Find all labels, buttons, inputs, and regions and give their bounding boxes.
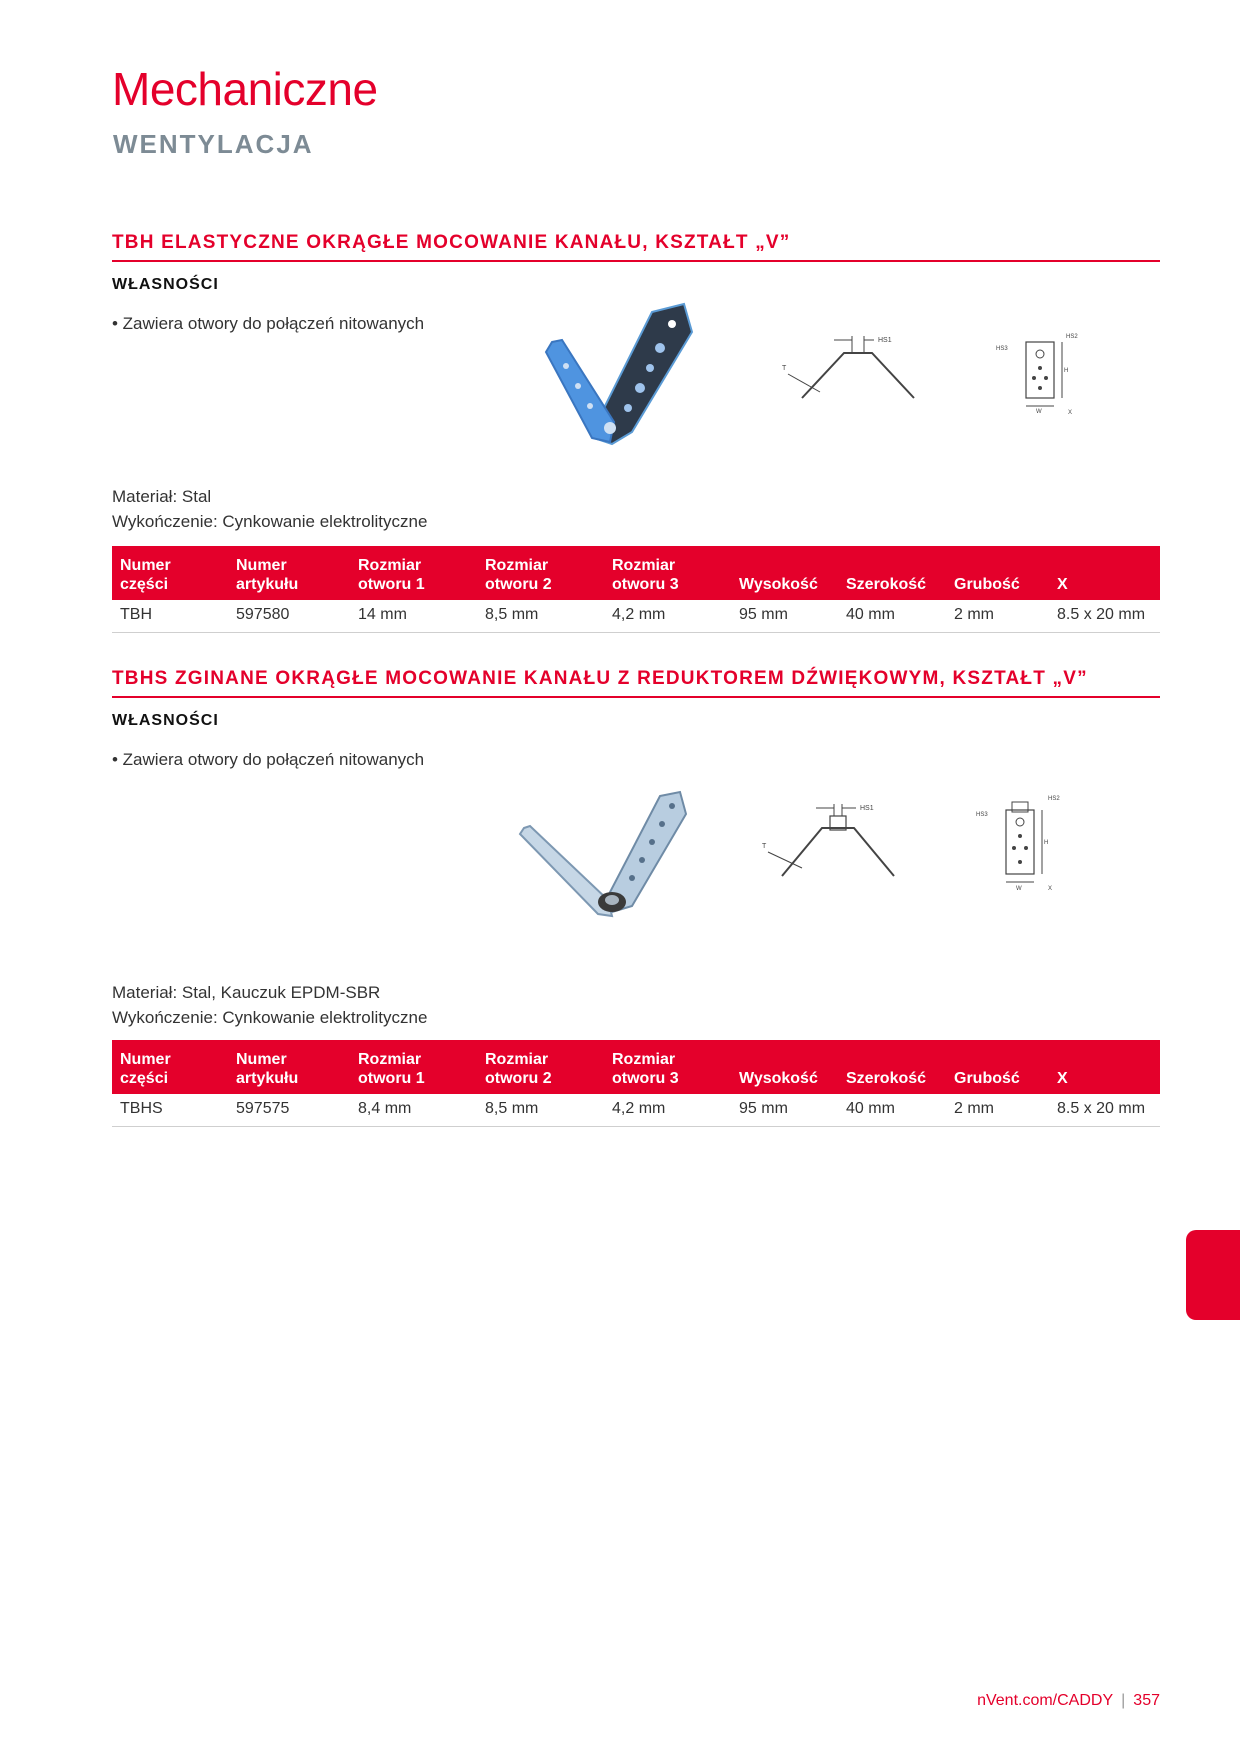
col-header: Rozmiar otworu 1 bbox=[350, 1040, 477, 1094]
table-header-row bbox=[112, 1040, 1160, 1094]
table-cell: 8.5 x 20 mm bbox=[1049, 1094, 1160, 1127]
finish-text: Wykończenie: Cynkowanie elektrolityczne bbox=[112, 1008, 428, 1027]
table-cell: 2 mm bbox=[946, 1094, 1049, 1127]
v-shape-diagram-tbhs bbox=[752, 796, 1002, 906]
col-header: Rozmiar otworu 3 bbox=[604, 546, 731, 600]
table-cell: TBH bbox=[112, 600, 228, 633]
col-header: Rozmiar otworu 1 bbox=[350, 546, 477, 600]
page-number: 357 bbox=[1133, 1692, 1160, 1709]
v-shape-diagram-tbh bbox=[772, 328, 1022, 428]
col-header: Grubość bbox=[946, 1040, 1049, 1094]
table-cell: 8.5 x 20 mm bbox=[1049, 600, 1160, 633]
col-header: Szerokość bbox=[838, 1040, 946, 1094]
hs1-label: HS1 bbox=[878, 337, 892, 344]
section-heading: TBH ELASTYCZNE OKRĄGŁE MOCOWANIE KANAŁU, KSZTAŁT „V” bbox=[112, 232, 1160, 262]
hs2-label: HS2 bbox=[1048, 796, 1060, 802]
col-header: Wysokość bbox=[731, 546, 838, 600]
hs3-label: HS3 bbox=[976, 812, 988, 818]
table-cell: 4,2 mm bbox=[604, 1094, 731, 1127]
table-row bbox=[112, 600, 1160, 633]
col-header: Numer części bbox=[112, 546, 228, 600]
table-cell: 40 mm bbox=[838, 600, 946, 633]
finish-text: Wykończenie: Cynkowanie elektrolityczne bbox=[112, 512, 428, 531]
table-cell: 4,2 mm bbox=[604, 600, 731, 633]
table-cell: 8,5 mm bbox=[477, 1094, 604, 1127]
material-text: Materiał: Stal, Kauczuk EPDM-SBR bbox=[112, 983, 381, 1002]
col-header: Numer artykułu bbox=[228, 546, 350, 600]
table-header-row bbox=[112, 546, 1160, 600]
table-cell: 597575 bbox=[228, 1094, 350, 1127]
chapter-tab-marker bbox=[1186, 1230, 1240, 1320]
page-subtitle: WENTYLACJA bbox=[113, 129, 314, 159]
section-heading: TBHS ZGINANE OKRĄGŁE MOCOWANIE KANAŁU Z REDUKTOREM DŹWIĘKOWYM, KSZTAŁT „V” bbox=[112, 668, 1160, 698]
properties-label: WŁASNOŚCI bbox=[112, 712, 219, 729]
h-label: H bbox=[1064, 368, 1069, 374]
feature-bullet: • Zawiera otwory do połączeń nitowanych bbox=[112, 750, 425, 769]
col-header: Numer części bbox=[112, 1040, 228, 1094]
feature-bullet: • Zawiera otwory do połączeń nitowanych bbox=[112, 314, 425, 333]
plate-diagram-tbh bbox=[992, 328, 1112, 428]
page-footer bbox=[977, 1692, 1160, 1710]
table-cell: 8,5 mm bbox=[477, 600, 604, 633]
page-title: Mechaniczne bbox=[112, 63, 378, 115]
w-label: W bbox=[1016, 886, 1022, 892]
footer-link[interactable]: nVent.com/CADDY bbox=[977, 1692, 1114, 1709]
col-header: X bbox=[1049, 546, 1160, 600]
t-label: T bbox=[762, 843, 767, 850]
col-header: Numer artykułu bbox=[228, 1040, 350, 1094]
col-header: Grubość bbox=[946, 546, 1049, 600]
table-cell: 8,4 mm bbox=[350, 1094, 477, 1127]
col-header: Rozmiar otworu 2 bbox=[477, 546, 604, 600]
table-row bbox=[112, 1094, 1160, 1127]
table-cell: 597580 bbox=[228, 600, 350, 633]
col-header: Rozmiar otworu 2 bbox=[477, 1040, 604, 1094]
spec-table bbox=[112, 1040, 1160, 1127]
footer-separator: | bbox=[1121, 1692, 1126, 1709]
table-cell: 14 mm bbox=[350, 600, 477, 633]
x-label: X bbox=[1068, 410, 1073, 416]
spec-table bbox=[112, 546, 1160, 633]
hs3-label: HS3 bbox=[996, 346, 1008, 352]
section-tbhs bbox=[112, 668, 1160, 1117]
material-block bbox=[112, 980, 427, 1030]
table-cell: 2 mm bbox=[946, 600, 1049, 633]
table-cell: 95 mm bbox=[731, 600, 838, 633]
col-header: Szerokość bbox=[838, 546, 946, 600]
table-cell: 95 mm bbox=[731, 1094, 838, 1127]
properties-label: WŁASNOŚCI bbox=[112, 276, 219, 293]
col-header: Wysokość bbox=[731, 1040, 838, 1094]
plate-diagram-tbhs bbox=[972, 792, 1092, 904]
hs2-label: HS2 bbox=[1066, 334, 1078, 340]
t-label: T bbox=[782, 365, 787, 372]
x-label: X bbox=[1048, 886, 1053, 892]
w-label: W bbox=[1036, 409, 1042, 415]
col-header: Rozmiar otworu 3 bbox=[604, 1040, 731, 1094]
section-tbh bbox=[112, 232, 1160, 623]
material-text: Materiał: Stal bbox=[112, 487, 212, 506]
hs1-label: HS1 bbox=[860, 805, 874, 812]
table-cell: 40 mm bbox=[838, 1094, 946, 1127]
col-header: X bbox=[1049, 1040, 1160, 1094]
h-label: H bbox=[1044, 840, 1049, 846]
material-block bbox=[112, 484, 427, 534]
table-cell: TBHS bbox=[112, 1094, 228, 1127]
